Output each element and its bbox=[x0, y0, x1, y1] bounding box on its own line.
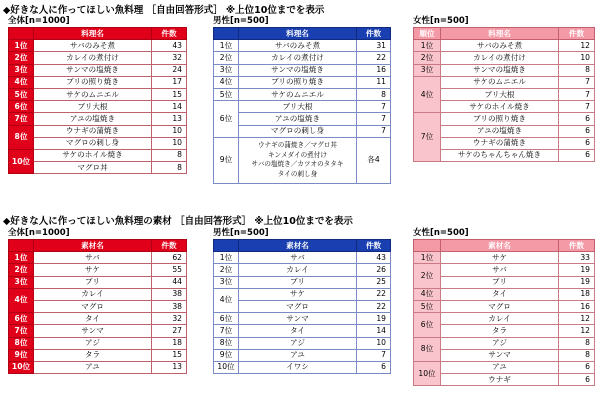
table-row bbox=[9, 252, 187, 264]
name-header: 素材名 bbox=[239, 240, 357, 252]
count-cell: 26 bbox=[357, 264, 391, 276]
name-cell: アユの塩焼き bbox=[34, 113, 152, 125]
ingredients-female-panel bbox=[413, 228, 595, 386]
panel-label: 女性[n=500] bbox=[413, 228, 469, 238]
name-cell: マグロ bbox=[441, 300, 559, 312]
count-cell: 8 bbox=[152, 149, 187, 161]
table-row bbox=[9, 101, 187, 113]
name-cell: サバのみそ煮 bbox=[34, 40, 152, 52]
table-row bbox=[9, 88, 187, 100]
table-row bbox=[214, 313, 391, 325]
name-cell: ウナギの蒲焼き bbox=[34, 125, 152, 137]
count-cell: 19 bbox=[559, 264, 595, 276]
table-row bbox=[214, 40, 391, 52]
table-header-row bbox=[414, 28, 595, 40]
rank-cell: 8位 bbox=[214, 337, 239, 349]
ingredients-all-panel bbox=[8, 228, 187, 374]
count-cell: 14 bbox=[357, 325, 391, 337]
count-cell: 32 bbox=[152, 313, 187, 325]
table-row bbox=[9, 149, 187, 161]
table-row bbox=[414, 374, 595, 386]
dishes-male-table bbox=[213, 27, 391, 184]
rank-cell: 4位 bbox=[214, 76, 239, 88]
count-cell: 7 bbox=[559, 76, 595, 88]
rank-cell: 2位 bbox=[214, 52, 239, 64]
rank-cell: 8位 bbox=[414, 337, 441, 361]
count-cell: 22 bbox=[357, 300, 391, 312]
count-cell: 7 bbox=[559, 88, 595, 100]
count-cell: 7 bbox=[357, 101, 391, 113]
count-header: 件数 bbox=[357, 240, 391, 252]
rank-header bbox=[414, 240, 441, 252]
table-row bbox=[214, 276, 391, 288]
table-row bbox=[214, 300, 391, 312]
count-cell: 8 bbox=[559, 349, 595, 361]
table-row bbox=[414, 313, 595, 325]
name-cell: サケ bbox=[239, 288, 357, 300]
rank-cell: 4位 bbox=[414, 76, 441, 113]
count-cell: 62 bbox=[152, 252, 187, 264]
rank-cell: 5位 bbox=[414, 300, 441, 312]
name-cell: アジ bbox=[441, 337, 559, 349]
table-row bbox=[214, 264, 391, 276]
rank-cell: 9位 bbox=[214, 137, 239, 183]
dishes-all-panel bbox=[8, 16, 187, 174]
count-cell: 43 bbox=[357, 252, 391, 264]
table-row bbox=[9, 325, 187, 337]
table-row bbox=[414, 300, 595, 312]
count-cell: 27 bbox=[152, 325, 187, 337]
name-cell: マグロの刺し身 bbox=[34, 137, 152, 149]
count-cell: 15 bbox=[152, 349, 187, 361]
name-cell: ブリの照り焼き bbox=[34, 76, 152, 88]
tie-name-line: タイの刺し身 bbox=[277, 169, 318, 178]
table-row bbox=[214, 101, 391, 113]
table-row bbox=[214, 88, 391, 100]
name-cell: マグロの刺し身 bbox=[239, 125, 357, 137]
name-cell: ブリの照り焼き bbox=[239, 76, 357, 88]
rank-cell: 10位 bbox=[414, 361, 441, 385]
name-header: 料理名 bbox=[441, 28, 559, 40]
table-row bbox=[414, 52, 595, 64]
table-row bbox=[214, 337, 391, 349]
name-cell: タイ bbox=[441, 288, 559, 300]
table-row bbox=[414, 276, 595, 288]
rank-cell: 7位 bbox=[9, 113, 34, 125]
name-header: 素材名 bbox=[441, 240, 559, 252]
rank-cell: 2位 bbox=[414, 52, 441, 64]
table-row bbox=[9, 52, 187, 64]
count-cell: 14 bbox=[152, 101, 187, 113]
count-cell: 8 bbox=[559, 64, 595, 76]
name-cell: イワシ bbox=[239, 361, 357, 373]
count-cell: 6 bbox=[559, 361, 595, 373]
rank-cell: 4位 bbox=[414, 288, 441, 300]
rank-cell: 9位 bbox=[9, 349, 34, 361]
rank-cell: 3位 bbox=[9, 64, 34, 76]
rank-cell: 4位 bbox=[214, 288, 239, 312]
name-cell: ブリ bbox=[441, 276, 559, 288]
dishes-female-panel bbox=[413, 16, 595, 162]
table-row bbox=[414, 252, 595, 264]
table-row bbox=[9, 276, 187, 288]
rank-cell: 2位 bbox=[214, 264, 239, 276]
count-cell: 19 bbox=[357, 313, 391, 325]
name-cell: サケのムニエル bbox=[239, 88, 357, 100]
rank-header bbox=[9, 240, 34, 252]
ingredients-female-table bbox=[413, 239, 595, 386]
table-row bbox=[414, 337, 595, 349]
table-row bbox=[414, 325, 595, 337]
table-row bbox=[214, 361, 391, 373]
dishes-female-table bbox=[413, 27, 595, 162]
name-cell: マグロ bbox=[239, 300, 357, 312]
name-cell: タイ bbox=[34, 313, 152, 325]
rank-cell: 3位 bbox=[9, 276, 34, 288]
name-cell: サバ bbox=[239, 252, 357, 264]
rank-cell: 2位 bbox=[414, 264, 441, 288]
count-cell: 18 bbox=[559, 288, 595, 300]
count-cell: 33 bbox=[559, 252, 595, 264]
rank-cell: 7位 bbox=[9, 325, 34, 337]
rank-cell: 4位 bbox=[9, 76, 34, 88]
table-row bbox=[9, 349, 187, 361]
rank-cell: 1位 bbox=[9, 252, 34, 264]
count-cell: 25 bbox=[357, 276, 391, 288]
rank-header bbox=[214, 28, 239, 40]
rank-cell: 10位 bbox=[9, 361, 34, 373]
table-row bbox=[414, 113, 595, 125]
name-cell: カレイの煮付け bbox=[441, 52, 559, 64]
table-row bbox=[214, 137, 391, 183]
table-row bbox=[414, 101, 595, 113]
name-cell: マグロ bbox=[34, 300, 152, 312]
tie-name-line: キンメダイの煮付け bbox=[268, 150, 327, 159]
count-cell: 7 bbox=[357, 125, 391, 137]
name-cell: ブリ大根 bbox=[441, 88, 559, 100]
table-row bbox=[414, 264, 595, 276]
count-cell: 16 bbox=[357, 64, 391, 76]
name-header: 料理名 bbox=[34, 28, 152, 40]
name-cell: アユの塩焼き bbox=[441, 125, 559, 137]
panel-label: 全体[n=1000] bbox=[8, 228, 70, 238]
name-cell: ブリ大根 bbox=[34, 101, 152, 113]
table-header-row bbox=[214, 240, 391, 252]
table-row bbox=[214, 52, 391, 64]
table-row bbox=[414, 125, 595, 137]
table-row bbox=[9, 162, 187, 174]
name-cell: ブリ bbox=[239, 276, 357, 288]
name-cell: アユ bbox=[441, 361, 559, 373]
table-row bbox=[214, 113, 391, 125]
count-cell: 38 bbox=[152, 288, 187, 300]
rank-cell: 6位 bbox=[9, 101, 34, 113]
count-header: 件数 bbox=[152, 240, 187, 252]
panel-label: 女性[n=500] bbox=[413, 16, 469, 26]
rank-cell: 1位 bbox=[414, 40, 441, 52]
rank-cell: 9位 bbox=[214, 349, 239, 361]
panel-label: 全体[n=1000] bbox=[8, 16, 70, 26]
table-row bbox=[414, 40, 595, 52]
section-title-ingredients: ◆好きな人に作ってほしい魚料理の素材 ［自由回答形式］ ※上位10位までを表示 bbox=[3, 216, 353, 227]
count-cell: 7 bbox=[357, 113, 391, 125]
rank-cell: 3位 bbox=[214, 276, 239, 288]
table-row bbox=[9, 337, 187, 349]
count-cell: 13 bbox=[152, 361, 187, 373]
name-cell: マグロ丼 bbox=[34, 162, 152, 174]
count-cell: 10 bbox=[559, 52, 595, 64]
tie-names-cell bbox=[239, 137, 357, 183]
name-cell: アユ bbox=[34, 361, 152, 373]
ingredients-male-panel bbox=[213, 228, 391, 374]
rank-cell: 10位 bbox=[9, 149, 34, 173]
name-cell: サケのホイル焼き bbox=[441, 101, 559, 113]
count-cell: 10 bbox=[152, 137, 187, 149]
panel-label: 男性[n=500] bbox=[213, 228, 269, 238]
tie-name-line: ウナギの蒲焼き／マグロ丼 bbox=[257, 141, 338, 150]
count-cell: 22 bbox=[357, 288, 391, 300]
rank-cell: 8位 bbox=[9, 125, 34, 149]
count-cell: 18 bbox=[152, 337, 187, 349]
panel-label: 男性[n=500] bbox=[213, 16, 269, 26]
rank-cell: 1位 bbox=[214, 252, 239, 264]
name-cell: サケのホイル焼き bbox=[34, 149, 152, 161]
name-cell: ブリ bbox=[34, 276, 152, 288]
name-cell: タラ bbox=[441, 325, 559, 337]
table-row bbox=[414, 149, 595, 161]
count-header: 件数 bbox=[559, 28, 595, 40]
rank-cell: 1位 bbox=[414, 252, 441, 264]
name-cell: サンマの塩焼き bbox=[441, 64, 559, 76]
rank-cell: 6位 bbox=[9, 313, 34, 325]
count-cell: 16 bbox=[559, 300, 595, 312]
table-header-row bbox=[9, 28, 187, 40]
name-cell: アユの塩焼き bbox=[239, 113, 357, 125]
table-row bbox=[214, 288, 391, 300]
name-header: 料理名 bbox=[239, 28, 357, 40]
table-row bbox=[9, 313, 187, 325]
name-cell: サンマ bbox=[34, 325, 152, 337]
table-row bbox=[9, 76, 187, 88]
rank-cell: 2位 bbox=[9, 264, 34, 276]
name-cell: サンマの塩焼き bbox=[34, 64, 152, 76]
count-cell: 6 bbox=[559, 125, 595, 137]
count-cell: 31 bbox=[357, 40, 391, 52]
count-cell: 12 bbox=[559, 325, 595, 337]
table-row bbox=[414, 288, 595, 300]
table-row bbox=[214, 325, 391, 337]
name-cell: サバ bbox=[441, 264, 559, 276]
count-cell: 38 bbox=[152, 300, 187, 312]
count-cell: 10 bbox=[357, 337, 391, 349]
count-cell: 7 bbox=[357, 349, 391, 361]
count-cell: 55 bbox=[152, 264, 187, 276]
count-cell: 24 bbox=[152, 64, 187, 76]
count-cell: 12 bbox=[559, 40, 595, 52]
count-cell: 8 bbox=[559, 337, 595, 349]
name-cell: ウナギの蒲焼き bbox=[441, 137, 559, 149]
rank-cell: 3位 bbox=[214, 64, 239, 76]
table-row bbox=[9, 113, 187, 125]
table-row bbox=[414, 88, 595, 100]
name-cell: カレイの煮付け bbox=[34, 52, 152, 64]
count-cell: 32 bbox=[152, 52, 187, 64]
name-cell: カレイ bbox=[34, 288, 152, 300]
rank-cell: 4位 bbox=[9, 288, 34, 312]
rank-cell: 6位 bbox=[414, 313, 441, 337]
count-cell: 6 bbox=[559, 113, 595, 125]
count-cell: 44 bbox=[152, 276, 187, 288]
count-cell: 17 bbox=[152, 76, 187, 88]
name-cell: カレイの煮付け bbox=[239, 52, 357, 64]
name-cell: サケ bbox=[34, 264, 152, 276]
table-row bbox=[9, 288, 187, 300]
count-cell: 7 bbox=[559, 101, 595, 113]
rank-cell: 1位 bbox=[9, 40, 34, 52]
ingredients-male-table bbox=[213, 239, 391, 374]
table-row bbox=[9, 125, 187, 137]
rank-header bbox=[214, 240, 239, 252]
name-cell: カレイ bbox=[239, 264, 357, 276]
table-row bbox=[9, 64, 187, 76]
ingredients-all-table bbox=[8, 239, 187, 374]
count-cell: 8 bbox=[357, 88, 391, 100]
name-cell: タイ bbox=[239, 325, 357, 337]
name-cell: ウナギ bbox=[441, 374, 559, 386]
tie-name-line: サバの塩焼き／カツオのタタキ bbox=[251, 160, 344, 169]
table-row bbox=[214, 252, 391, 264]
rank-cell: 7位 bbox=[214, 325, 239, 337]
rank-cell: 7位 bbox=[414, 113, 441, 162]
table-row bbox=[214, 64, 391, 76]
name-cell: タラ bbox=[34, 349, 152, 361]
name-cell: サバのみそ煮 bbox=[441, 40, 559, 52]
name-cell: サンマの塩焼き bbox=[239, 64, 357, 76]
name-cell: サケのちゃんちゃん焼き bbox=[441, 149, 559, 161]
name-cell: ブリの照り焼き bbox=[441, 113, 559, 125]
count-header: 件数 bbox=[152, 28, 187, 40]
count-header: 件数 bbox=[559, 240, 595, 252]
count-cell: 8 bbox=[152, 162, 187, 174]
table-row bbox=[414, 76, 595, 88]
table-header-row bbox=[214, 28, 391, 40]
table-header-row bbox=[9, 240, 187, 252]
count-cell: 11 bbox=[357, 76, 391, 88]
table-row bbox=[9, 361, 187, 373]
table-row bbox=[414, 64, 595, 76]
name-cell: アジ bbox=[239, 337, 357, 349]
table-header-row bbox=[414, 240, 595, 252]
rank-header: 順位 bbox=[414, 28, 441, 40]
name-cell: アジ bbox=[34, 337, 152, 349]
count-cell: 12 bbox=[559, 313, 595, 325]
table-row bbox=[214, 125, 391, 137]
rank-cell: 2位 bbox=[9, 52, 34, 64]
rank-cell: 8位 bbox=[9, 337, 34, 349]
count-cell: 19 bbox=[559, 276, 595, 288]
count-cell: 43 bbox=[152, 40, 187, 52]
count-cell: 各4 bbox=[357, 137, 391, 183]
rank-cell: 3位 bbox=[414, 64, 441, 76]
count-cell: 13 bbox=[152, 113, 187, 125]
rank-cell: 5位 bbox=[214, 88, 239, 100]
name-cell: サンマ bbox=[239, 313, 357, 325]
count-cell: 6 bbox=[559, 149, 595, 161]
name-header: 素材名 bbox=[34, 240, 152, 252]
rank-cell: 1位 bbox=[214, 40, 239, 52]
table-row bbox=[414, 361, 595, 373]
count-cell: 10 bbox=[152, 125, 187, 137]
table-row bbox=[414, 137, 595, 149]
name-cell: サケ bbox=[441, 252, 559, 264]
count-cell: 6 bbox=[559, 137, 595, 149]
count-header: 件数 bbox=[357, 28, 391, 40]
rank-cell: 5位 bbox=[9, 88, 34, 100]
dishes-all-table bbox=[8, 27, 187, 174]
name-cell: サバ bbox=[34, 252, 152, 264]
dishes-male-panel bbox=[213, 16, 391, 184]
rank-cell: 6位 bbox=[214, 313, 239, 325]
rank-header bbox=[9, 28, 34, 40]
section-title-dishes: ◆好きな人に作ってほしい魚料理 ［自由回答形式］ ※上位10位までを表示 bbox=[3, 5, 325, 16]
table-row bbox=[214, 349, 391, 361]
name-cell: ブリ大根 bbox=[239, 101, 357, 113]
count-cell: 15 bbox=[152, 88, 187, 100]
name-cell: サケのムニエル bbox=[441, 76, 559, 88]
table-row bbox=[9, 264, 187, 276]
name-cell: アユ bbox=[239, 349, 357, 361]
table-row bbox=[214, 76, 391, 88]
count-cell: 22 bbox=[357, 52, 391, 64]
table-row bbox=[414, 349, 595, 361]
name-cell: サンマ bbox=[441, 349, 559, 361]
count-cell: 6 bbox=[559, 374, 595, 386]
count-cell: 6 bbox=[357, 361, 391, 373]
name-cell: サバのみそ煮 bbox=[239, 40, 357, 52]
table-row bbox=[9, 40, 187, 52]
name-cell: サケのムニエル bbox=[34, 88, 152, 100]
name-cell: カレイ bbox=[441, 313, 559, 325]
rank-cell: 6位 bbox=[214, 101, 239, 138]
rank-cell: 10位 bbox=[214, 361, 239, 373]
table-row bbox=[9, 137, 187, 149]
table-row bbox=[9, 300, 187, 312]
